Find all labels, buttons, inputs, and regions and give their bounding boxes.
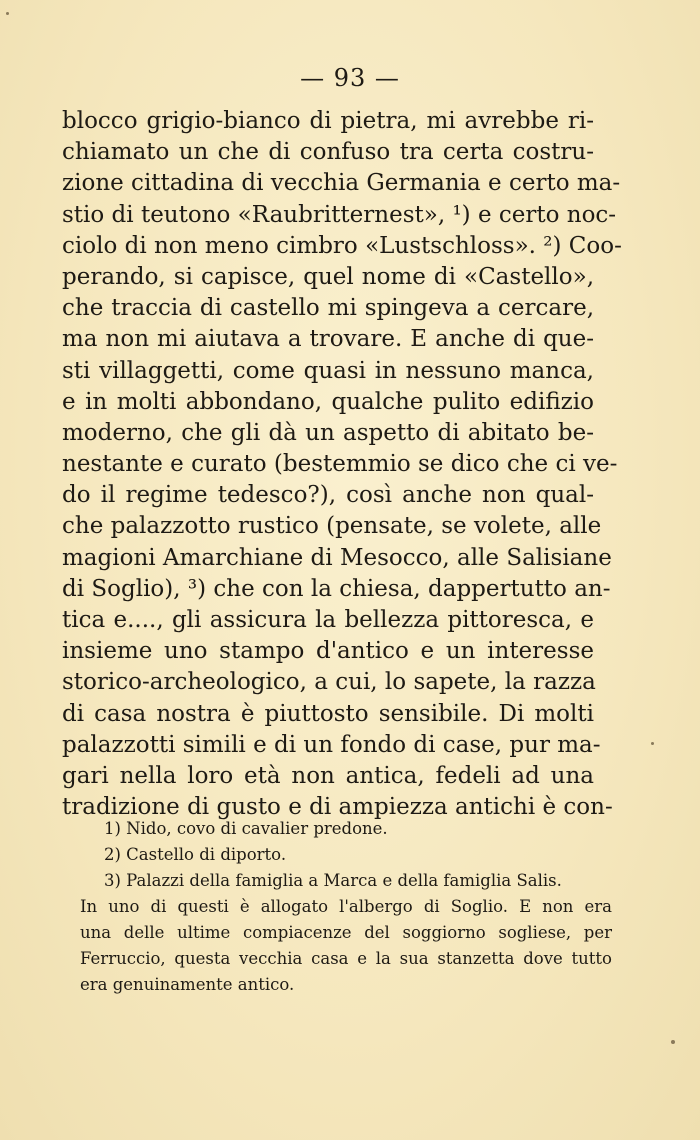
text-line: di casa nostra è piuttosto sensibile. Di molti: [62, 700, 594, 727]
text-line: tica e...., gli assicura la bellezza pittoresca, e: [62, 607, 594, 633]
text-line: tradizione di gusto e di ampiezza antichi è con-: [62, 794, 613, 821]
text-line: e in molti abbondano, qualche pulito edifizio: [62, 388, 594, 415]
text-line: chiamato un che di confuso tra certa costru-: [62, 139, 594, 166]
text-line: ciolo di non meno cimbro «Lustschloss». ²) Coo-: [62, 232, 622, 259]
text-line: sti villaggetti, come quasi in nessuno manca,: [62, 357, 594, 384]
paper-speck: [671, 1040, 675, 1044]
text-line: nestante e curato (bestemmio se dico che ci ve-: [62, 451, 618, 478]
text-line: di Soglio), ³) che con la chiesa, dappertutto an-: [62, 575, 611, 602]
footnote-3-continuation: una delle ultime compiacenze del soggiorno sogliese, per: [80, 923, 612, 942]
text-line: stio di teutono «Raubritternest», ¹) e certo noc-: [62, 201, 617, 228]
text-line: che palazzotto rustico (pensate, se volete, alle: [62, 513, 602, 540]
text-line: magioni Amarchiane di Mesocco, alle Salisiane: [62, 544, 612, 571]
footnote-3-continuation: era genuinamente antico.: [80, 975, 295, 994]
text-line: ma non mi aiutava a trovare. E anche di que-: [62, 326, 594, 353]
text-line: gari nella loro età non antica, fedeli ad una: [62, 762, 594, 789]
footnote-3-continuation: Ferruccio, questa vecchia casa e la sua stanzetta dove tutto: [80, 949, 612, 968]
text-line: perando, si capisce, quel nome di «Castello»,: [62, 263, 594, 290]
body-text: [62, 106, 622, 823]
text-line: palazzotti simili e di un fondo di case, pur ma-: [62, 731, 601, 758]
text-line: zione cittadina di vecchia Germania e certo ma-: [62, 170, 621, 197]
text-line: storico-archeologico, a cui, lo sapete, la razza: [62, 669, 596, 696]
text-line: insieme uno stampo d'antico e un interesse: [62, 638, 594, 665]
footnotes: [82, 816, 612, 998]
paper-speck: [6, 12, 9, 15]
text-line: blocco grigio-bianco di pietra, mi avrebbe ri-: [62, 108, 594, 134]
footnote-3-continuation: In uno di questi è allogato l'albergo di Soglio. E non era: [80, 897, 612, 916]
text-line: moderno, che gli dà un aspetto di abitato be-: [62, 419, 594, 446]
paper-speck: [651, 742, 654, 745]
footnote-3: 3) Palazzi della famiglia a Marca e della famiglia Salis.: [104, 871, 562, 890]
footnote-2: 2) Castello di diporto.: [104, 845, 287, 864]
page-number: — 93 —: [300, 64, 400, 92]
text-line: do il regime tedesco?), così anche non qual-: [62, 482, 594, 509]
footnote-1: 1) Nido, covo di cavalier predone.: [104, 819, 388, 838]
text-line: che traccia di castello mi spingeva a cercare,: [62, 295, 594, 322]
